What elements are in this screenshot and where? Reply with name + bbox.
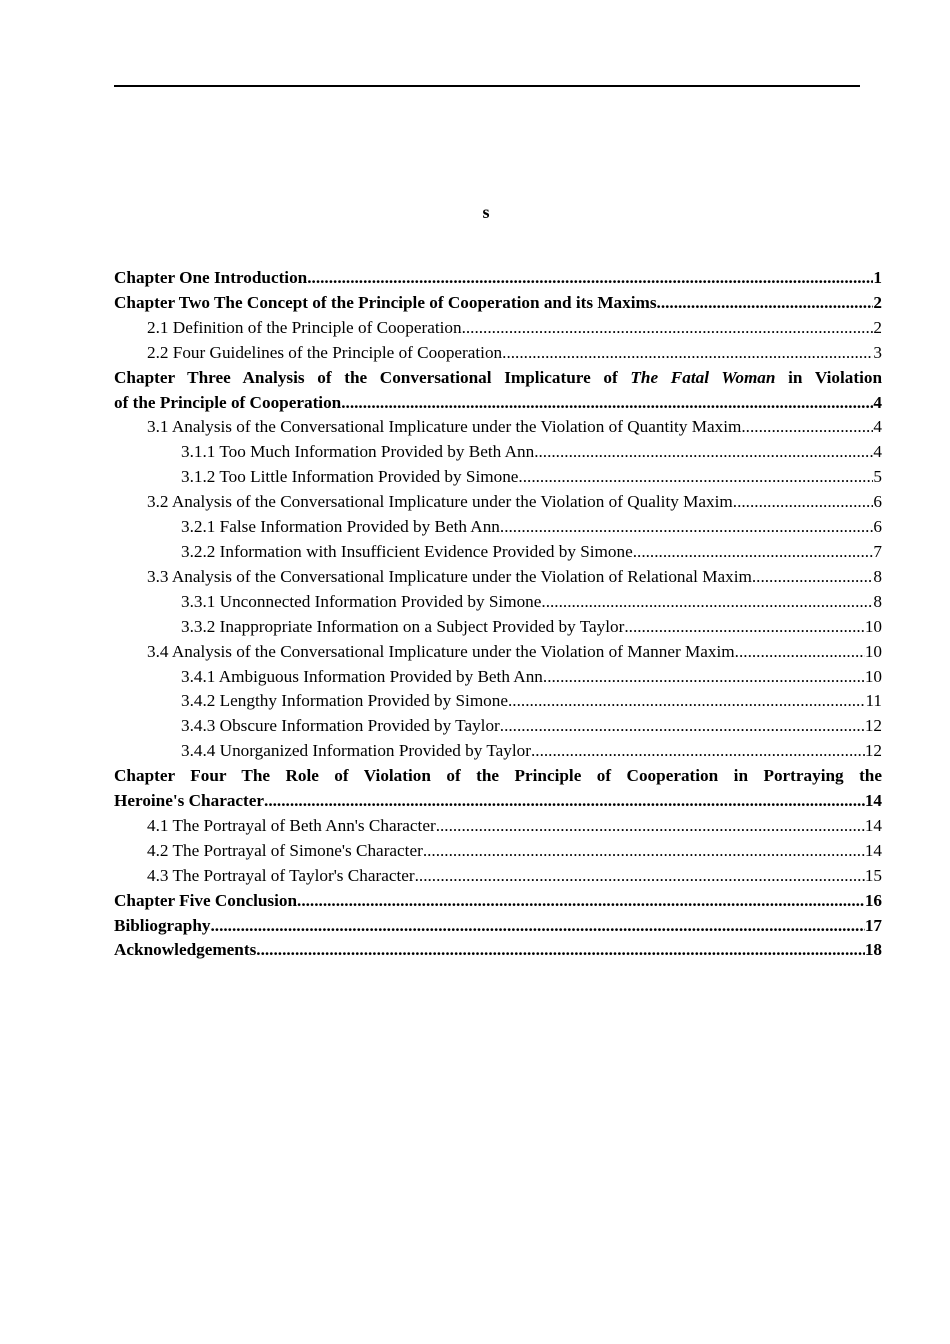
toc-heading: s bbox=[482, 202, 490, 222]
toc-entry-chapter-four-line1[interactable]: Chapter Four The Role of Violation of the Principle of Cooperation in Portraying the bbox=[114, 766, 882, 786]
dot-leader bbox=[541, 590, 873, 615]
toc-entry-page: 2 bbox=[873, 317, 882, 337]
toc-entry-3-1-1[interactable] bbox=[114, 440, 882, 465]
dot-leader bbox=[500, 714, 865, 739]
dot-leader bbox=[735, 640, 865, 665]
toc-entry-3-4[interactable] bbox=[114, 640, 882, 665]
toc-entry-title: Bibliography bbox=[114, 915, 211, 935]
toc-entry-title: 3.4.2 Lengthy Information Provided by Simone bbox=[181, 691, 508, 711]
toc-entry-4-3[interactable] bbox=[114, 864, 882, 889]
toc-entry-3-4-3[interactable] bbox=[114, 714, 882, 739]
toc-entry-title: 3.4 Analysis of the Conversational Implicature under the Violation of Manner Maxim bbox=[147, 641, 735, 661]
toc-entry-title: 3.3 Analysis of the Conversational Implicature under the Violation of Relational Maxim bbox=[147, 566, 752, 586]
toc-entry-title: 3.2.1 False Information Provided by Beth Ann bbox=[181, 517, 500, 537]
dot-leader bbox=[210, 914, 864, 939]
toc-entry-page: 12 bbox=[864, 716, 882, 736]
dot-leader bbox=[423, 839, 865, 864]
toc-entry-title: 3.1.1 Too Much Information Provided by Beth Ann bbox=[181, 442, 535, 462]
toc-entry-2-2[interactable] bbox=[114, 341, 882, 366]
toc-entry-4-1[interactable] bbox=[114, 814, 882, 839]
toc-entry-chapter-two[interactable] bbox=[114, 291, 882, 316]
dot-leader bbox=[657, 291, 874, 316]
toc-entry-acknowledgements[interactable] bbox=[114, 938, 882, 963]
dot-leader bbox=[307, 266, 873, 291]
dot-leader bbox=[500, 515, 874, 540]
toc-entry-3-2-1[interactable] bbox=[114, 515, 882, 540]
toc-entry-chapter-five[interactable] bbox=[114, 889, 882, 914]
dot-leader bbox=[534, 440, 873, 465]
toc-entry-page: 10 bbox=[864, 616, 882, 636]
toc-entry-title: Heroine's Character bbox=[114, 791, 265, 811]
toc-entry-3-2[interactable] bbox=[114, 490, 882, 515]
dot-leader bbox=[543, 665, 865, 690]
toc-entry-page: 14 bbox=[864, 815, 882, 835]
toc-entry-4-2[interactable] bbox=[114, 839, 882, 864]
toc-entry-chapter-four[interactable] bbox=[114, 789, 882, 814]
toc-entry-3-3[interactable] bbox=[114, 565, 882, 590]
toc-entry-title: 4.3 The Portrayal of Taylor's Character bbox=[147, 865, 415, 885]
toc-entry-title: 4.1 The Portrayal of Beth Ann's Character bbox=[147, 815, 436, 835]
toc-entry-page: 17 bbox=[864, 915, 882, 935]
toc-entry-title: of the Principle of Cooperation bbox=[114, 392, 342, 412]
toc-entry-title: Chapter Two The Concept of the Principle of Cooperation and its Maxims bbox=[114, 292, 657, 312]
dot-leader bbox=[531, 739, 865, 764]
toc-entry-page: 7 bbox=[873, 541, 882, 561]
toc-entry-page: 6 bbox=[873, 517, 882, 537]
toc-entry-3-4-4[interactable] bbox=[114, 739, 882, 764]
toc-entry-title: 3.4.1 Ambiguous Information Provided by Beth Ann bbox=[181, 666, 543, 686]
toc-entry-3-3-1[interactable] bbox=[114, 590, 882, 615]
chapter-three-italic-title: The Fatal Woman bbox=[630, 367, 776, 387]
toc-entry-title: 2.2 Four Guidelines of the Principle of Cooperation bbox=[147, 342, 503, 362]
chapter-three-text-end: in Violation bbox=[775, 367, 882, 387]
toc-entry-page: 18 bbox=[864, 940, 882, 960]
toc-entry-title: 3.3.1 Unconnected Information Provided by Simone bbox=[181, 591, 542, 611]
dot-leader bbox=[502, 341, 873, 366]
toc-entry-3-1-2[interactable] bbox=[114, 465, 882, 490]
toc-entry-chapter-one[interactable] bbox=[114, 266, 882, 291]
toc-entry-title: 3.4.4 Unorganized Information Provided by Taylor bbox=[181, 741, 531, 761]
toc-entry-page: 4 bbox=[873, 442, 882, 462]
toc-entry-page: 15 bbox=[864, 865, 882, 885]
toc-entry-3-1[interactable] bbox=[114, 415, 882, 440]
toc-entry-page: 6 bbox=[873, 492, 882, 512]
toc-entry-2-1[interactable] bbox=[114, 316, 882, 341]
toc-entry-page: 8 bbox=[873, 591, 882, 611]
dot-leader bbox=[508, 689, 865, 714]
toc-entry-bibliography[interactable] bbox=[114, 914, 882, 939]
dot-leader bbox=[741, 415, 873, 440]
toc-entry-page: 10 bbox=[864, 641, 882, 661]
dot-leader bbox=[436, 814, 865, 839]
toc-entry-page: 10 bbox=[864, 666, 882, 686]
dot-leader bbox=[256, 938, 865, 963]
toc-entry-page: 11 bbox=[865, 691, 882, 711]
toc-entry-page: 3 bbox=[873, 342, 882, 362]
dot-leader bbox=[297, 889, 865, 914]
toc-entry-page: 1 bbox=[873, 268, 882, 287]
toc-entry-title: Chapter One Introduction bbox=[114, 268, 308, 287]
toc-entry-title: 3.1.2 Too Little Information Provided by Simone bbox=[181, 467, 519, 487]
toc-entry-page: 4 bbox=[873, 392, 882, 412]
toc-entry-3-4-1[interactable] bbox=[114, 665, 882, 690]
dot-leader bbox=[733, 490, 874, 515]
dot-leader bbox=[341, 391, 873, 416]
toc-entry-page: 5 bbox=[873, 467, 882, 487]
dot-leader bbox=[633, 540, 874, 565]
toc-entry-title: 4.2 The Portrayal of Simone's Character bbox=[147, 840, 423, 860]
toc-entry-title: Chapter Five Conclusion bbox=[114, 890, 298, 910]
table-of-contents bbox=[114, 266, 882, 963]
dot-leader bbox=[415, 864, 865, 889]
toc-entry-title: 3.3.2 Inappropriate Information on a Subject Provided by Taylor bbox=[181, 616, 625, 636]
toc-entry-page: 14 bbox=[864, 791, 882, 811]
toc-entry-title: 3.2.2 Information with Insufficient Evidence Provided by Simone bbox=[181, 541, 633, 561]
toc-entry-page: 12 bbox=[864, 741, 882, 761]
toc-entry-3-2-2[interactable] bbox=[114, 540, 882, 565]
dot-leader bbox=[752, 565, 874, 590]
toc-entry-chapter-three[interactable] bbox=[114, 391, 882, 416]
toc-entry-chapter-three-line1[interactable] bbox=[114, 366, 882, 391]
toc-entry-title: 2.1 Definition of the Principle of Cooperation bbox=[147, 317, 462, 337]
toc-entry-page: 4 bbox=[873, 417, 882, 437]
dot-leader bbox=[264, 789, 865, 814]
header-rule bbox=[114, 85, 860, 87]
dot-leader bbox=[518, 465, 873, 490]
toc-entry-page: 8 bbox=[873, 566, 882, 586]
toc-entry-3-3-2[interactable] bbox=[114, 615, 882, 640]
dot-leader bbox=[624, 615, 864, 640]
toc-entry-3-4-2[interactable] bbox=[114, 689, 882, 714]
toc-entry-page: 2 bbox=[873, 292, 882, 312]
toc-entry-page: 16 bbox=[864, 890, 882, 910]
chapter-three-text: Chapter Three Analysis of the Conversational Implicature of bbox=[114, 367, 631, 387]
toc-entry-title: 3.2 Analysis of the Conversational Implicature under the Violation of Quality Maxim bbox=[147, 492, 733, 512]
toc-entry-title: 3.1 Analysis of the Conversational Implicature under the Violation of Quantity Maxim bbox=[147, 417, 742, 437]
toc-entry-title: 3.4.3 Obscure Information Provided by Taylor bbox=[181, 716, 500, 736]
toc-entry-page: 14 bbox=[864, 840, 882, 860]
toc-entry-title: Acknowledgements bbox=[114, 940, 257, 960]
dot-leader bbox=[462, 316, 874, 341]
